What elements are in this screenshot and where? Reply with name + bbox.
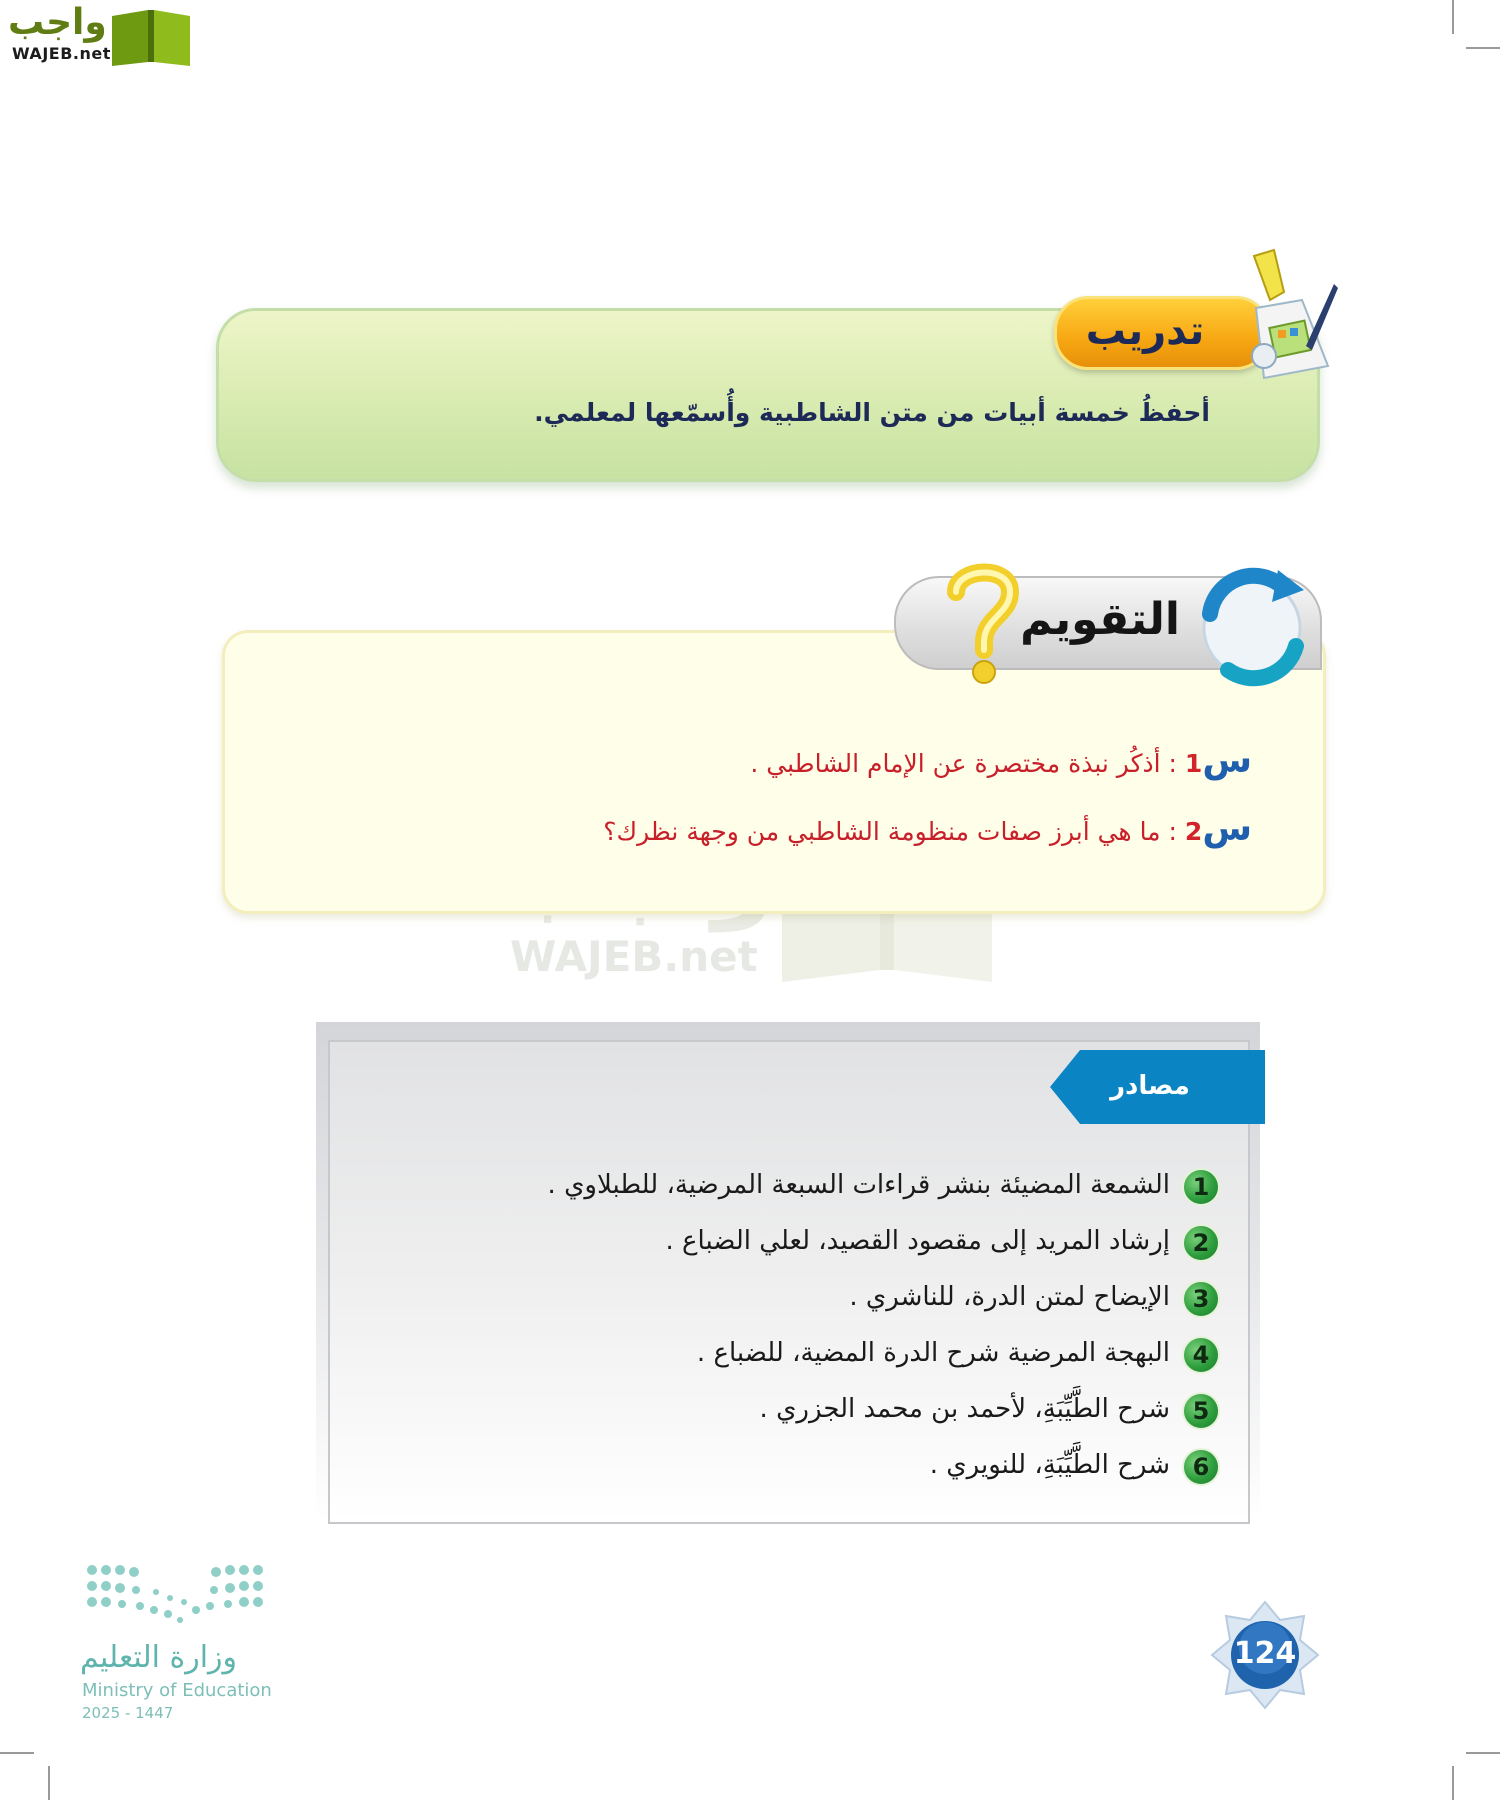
page-number: 124 — [1233, 1636, 1297, 1671]
crop-mark — [1452, 1766, 1454, 1800]
ministry-logo-icon — [84, 1562, 266, 1628]
question-text: : أذكُر نبذة مختصرة عن الإمام الشاطبي . — [750, 749, 1177, 778]
source-number-badge: 5 — [1182, 1392, 1220, 1430]
logo-name: واجب — [8, 2, 107, 43]
evaluation-title: التقويم — [1020, 594, 1180, 645]
source-item: الإيضاح لمتن الدرة، للناشري . — [849, 1282, 1170, 1312]
question-number: 1 — [1184, 749, 1203, 778]
refresh-icon — [1188, 562, 1316, 690]
watermark-domain: WAJEB.net — [510, 932, 758, 981]
source-item: إرشاد المريد إلى مقصود القصيد، لعلي الضباع . — [665, 1226, 1170, 1256]
source-number-badge: 2 — [1182, 1224, 1220, 1262]
logo-domain: WAJEB.net — [12, 44, 111, 63]
crop-mark — [0, 1752, 34, 1754]
ministry-year: 2025 - 1447 — [82, 1704, 174, 1722]
stationery-icon — [1244, 248, 1340, 380]
source-item: شرح الطَّيِّبَةِ، لأحمد بن محمد الجزري . — [759, 1394, 1170, 1424]
question-marker: س — [1202, 740, 1252, 781]
crop-mark — [1452, 0, 1454, 34]
crop-mark — [1466, 1752, 1500, 1754]
question-item — [620, 736, 1252, 786]
practice-title: تدريب — [1085, 308, 1205, 354]
source-number-badge: 4 — [1182, 1336, 1220, 1374]
source-item: الشمعة المضيئة بنشر قراءات السبعة المرضية، للطبلاوي . — [547, 1170, 1170, 1200]
question-mark-icon — [946, 562, 1020, 686]
source-item: شرح الطَّيِّبَةِ، للنويري . — [929, 1450, 1170, 1480]
book-icon — [108, 6, 194, 68]
crop-mark — [1466, 47, 1500, 49]
question-text: : ما هي أبرز صفات منظومة الشاطبي من وجهة نظرك؟ — [603, 817, 1177, 846]
ministry-name-english: Ministry of Education — [82, 1680, 272, 1701]
ministry-name-arabic: وزارة التعليم — [80, 1640, 238, 1675]
source-item: البهجة المرضية شرح الدرة المضية، للضباع . — [696, 1338, 1170, 1368]
source-number-badge: 1 — [1182, 1168, 1220, 1206]
practice-instruction: أحفظُ خمسة أبيات من متن الشاطبية وأُسمّعها لمعلمي. — [534, 398, 1210, 427]
site-logo[interactable] — [8, 4, 194, 68]
question-item — [540, 804, 1252, 854]
crop-mark — [48, 1766, 50, 1800]
sources-title: مصادر — [1110, 1071, 1190, 1101]
question-marker: س — [1202, 808, 1252, 849]
question-number: 2 — [1184, 817, 1203, 846]
source-number-badge: 6 — [1182, 1448, 1220, 1486]
source-number-badge: 3 — [1182, 1280, 1220, 1318]
